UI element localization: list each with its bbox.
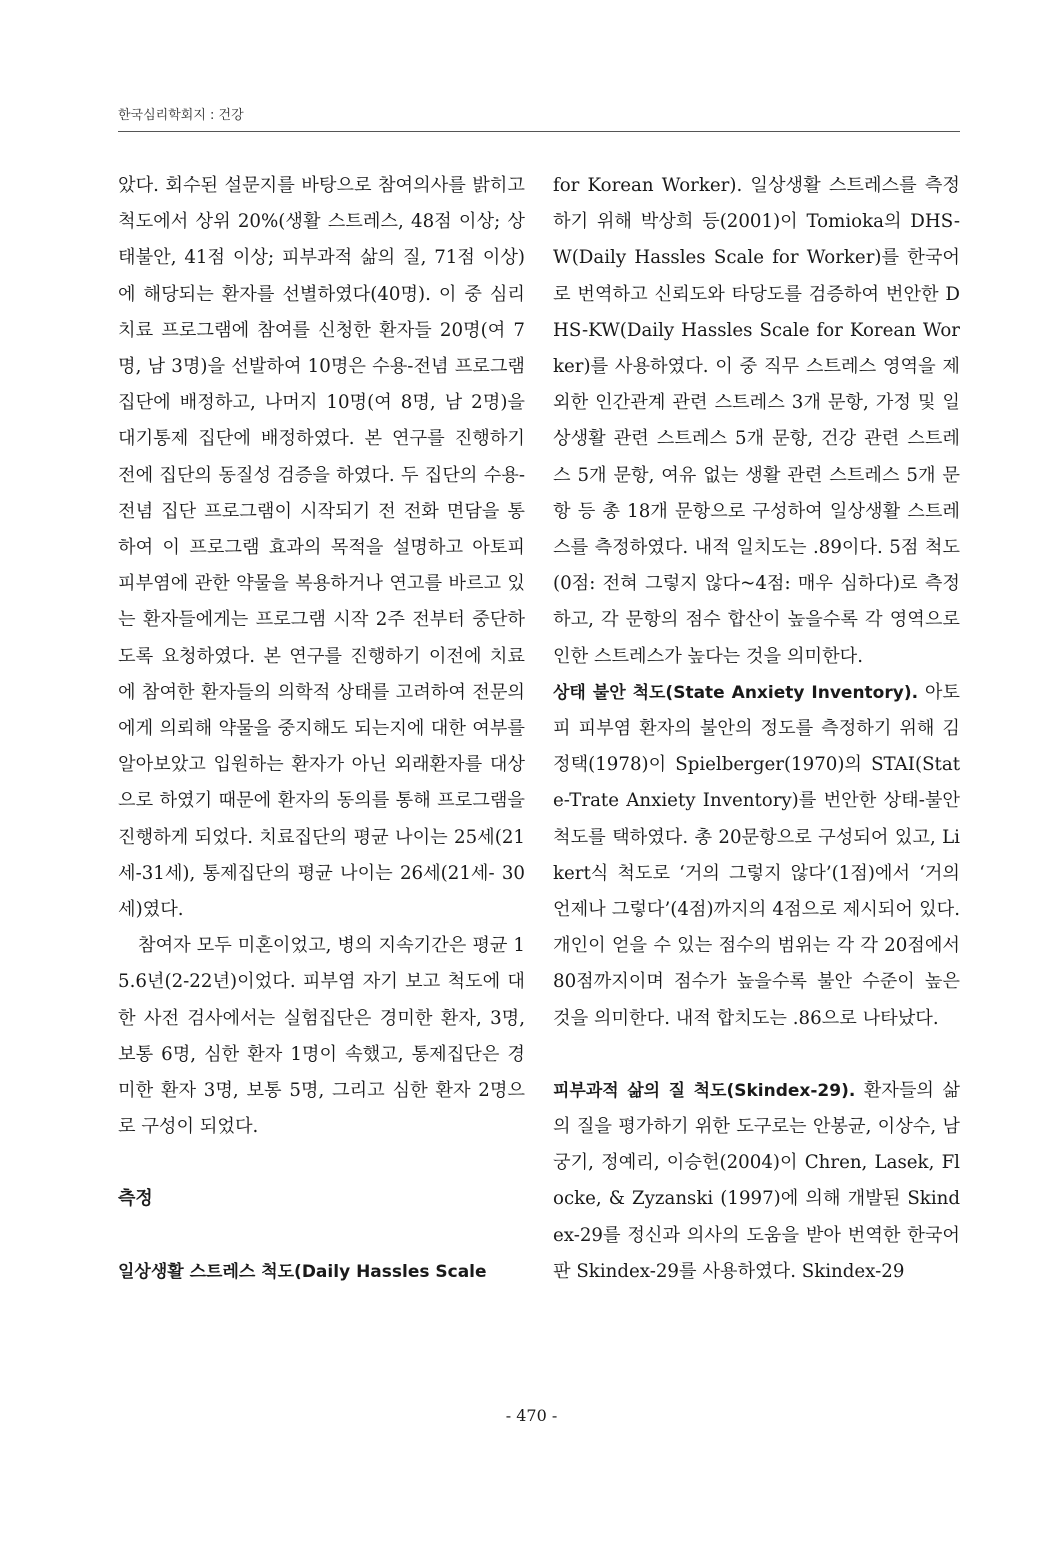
subsection-title-text: 일상생활 스트레스 척도(Daily Hassles Scale bbox=[118, 1261, 487, 1282]
section-heading-measures: 측정 bbox=[118, 1188, 153, 1210]
paragraph-state-anxiety bbox=[553, 675, 960, 1037]
running-head: 한국심리학회지 : 건강 bbox=[118, 108, 244, 123]
skindex-body: 환자들의 삶의 질을 평가하기 위한 도구로는 안봉균, 이상수, 남궁기, 정예리, 이승헌(2004)이 Chren, Lasek, Flocke, & Zyzanski (1997)에 의해 개발된 Skindex-29를 정신과 의사의 도움을 받아 번역한 한국어판 Skindex-29를 사용하였다. Skindex-29 bbox=[553, 1079, 960, 1282]
paragraph-daily-hassles: for Korean Worker). 일상생활 스트레스를 측정하기 위해 박상희 등(2001)이 Tomioka의 DHS-W(Daily Hassles Scale for Worker)를 한국어로 번역하고 신뢰도와 타당도를 검증하여 번안한 DHS-KW(Daily Hassles Scale for Korean Worker)를 사용하였다. 이 중 직무 스트레스 영역을 제외한 인간관계 관련 스트레스 3개 문항, 가정 및 일상생활 관련 스트레스 5개 문항, 건강 관련 스트레스 5개 문항, 여유 없는 생활 관련 스트레스 5개 문항 등 총 18개 문항으로 구성하여 일상생활 스트레스를 측정하였다. 내적 일치도는 .89이다. 5점 척도(0점: 전혀 그렇지 않다~4점: 매우 심하다)로 측정하고, 각 문항의 점수 합산이 높을수록 각 영역으로 인한 스트레스가 높다는 것을 의미한다. bbox=[553, 175, 960, 667]
subsection-title-daily-hassles bbox=[118, 1254, 525, 1290]
right-column bbox=[553, 168, 960, 1290]
paragraph-participants-selection: 았다. 회수된 설문지를 바탕으로 참여의사를 밝히고 척도에서 상위 20%(생활 스트레스, 48점 이상; 상태불안, 41점 이상; 피부과적 삶의 질, 71점 이상)에 해당되는 환자를 선별하였다(40명). 이 중 심리치료 프로그램에 참여를 신청한 환자들 20명(여 7명, 남 3명)을 선발하여 10명은 수용-전념 프로그램 집단에 배정하고, 나머지 10명(여 8명, 남 2명)을 대기통제 집단에 배정하였다. 본 연구를 진행하기 전에 집단의 동질성 검증을 하였다. 두 집단의 수용-전념 집단 프로그램이 시작되기 전 전화 면담을 통하여 이 프로그램 효과의 목적을 설명하고 아토피 피부염에 관한 약물을 복용하거나 연고를 바르고 있는 환자들에게는 프로그램 시작 2주 전부터 중단하도록 요청하였다. 본 연구를 진행하기 이전에 치료에 참여한 환자들의 의학적 상태를 고려하여 전문의에게 의뢰해 약물을 중지해도 되는지에 대한 여부를 알아보았고 입원하는 환자가 아닌 외래환자를 대상으로 하였기 때문에 환자의 동의를 통해 프로그램을 진행하게 되었다. 치료집단의 평균 나이는 25세(21세-31세), 통제집단의 평균 나이는 26세(21세- 30세)였다. bbox=[118, 175, 525, 921]
left-column bbox=[118, 168, 525, 1290]
state-anxiety-title: 상태 불안 척도(State Anxiety Inventory). bbox=[553, 682, 919, 703]
state-anxiety-body: 아토피 피부염 환자의 불안의 정도를 측정하기 위해 김정택(1978)이 Spielberger(1970)의 STAI(State-Trate Anxiety Inventory)를 번안한 상태-불안 척도를 택하였다. 총 20문항으로 구성되어 있고, Likert식 척도로 ‘거의 그렇지 않다’(1점)에서 ‘거의 언제나 그렇다’(4점)까지의 4점으로 제시되어 있다. 개인이 얻을 수 있는 점수의 범위는 각 각 20점에서 80점까지이며 점수가 높을수록 불안 수준이 높은 것을 의미한다. 내적 합치도는 .86으로 나타났다. bbox=[553, 681, 961, 1029]
paragraph-participants-characteristics: 참여자 모두 미혼이었고, 병의 지속기간은 평균 15.6년(2-22년)이었다. 피부염 자기 보고 척도에 대한 사전 검사에서는 실험집단은 경미한 환자, 3명, 보통 6명, 심한 환자 1명이 속했고, 통제집단은 경미한 환자 3명, 보통 5명, 그리고 심한 환자 2명으로 구성이 되었다. bbox=[118, 935, 525, 1138]
page-number: - 470 - bbox=[505, 1406, 558, 1425]
header-rule bbox=[118, 131, 960, 132]
skindex-title: 피부과적 삶의 질 척도(Skindex-29). bbox=[553, 1080, 856, 1101]
paragraph-skindex bbox=[553, 1073, 960, 1290]
